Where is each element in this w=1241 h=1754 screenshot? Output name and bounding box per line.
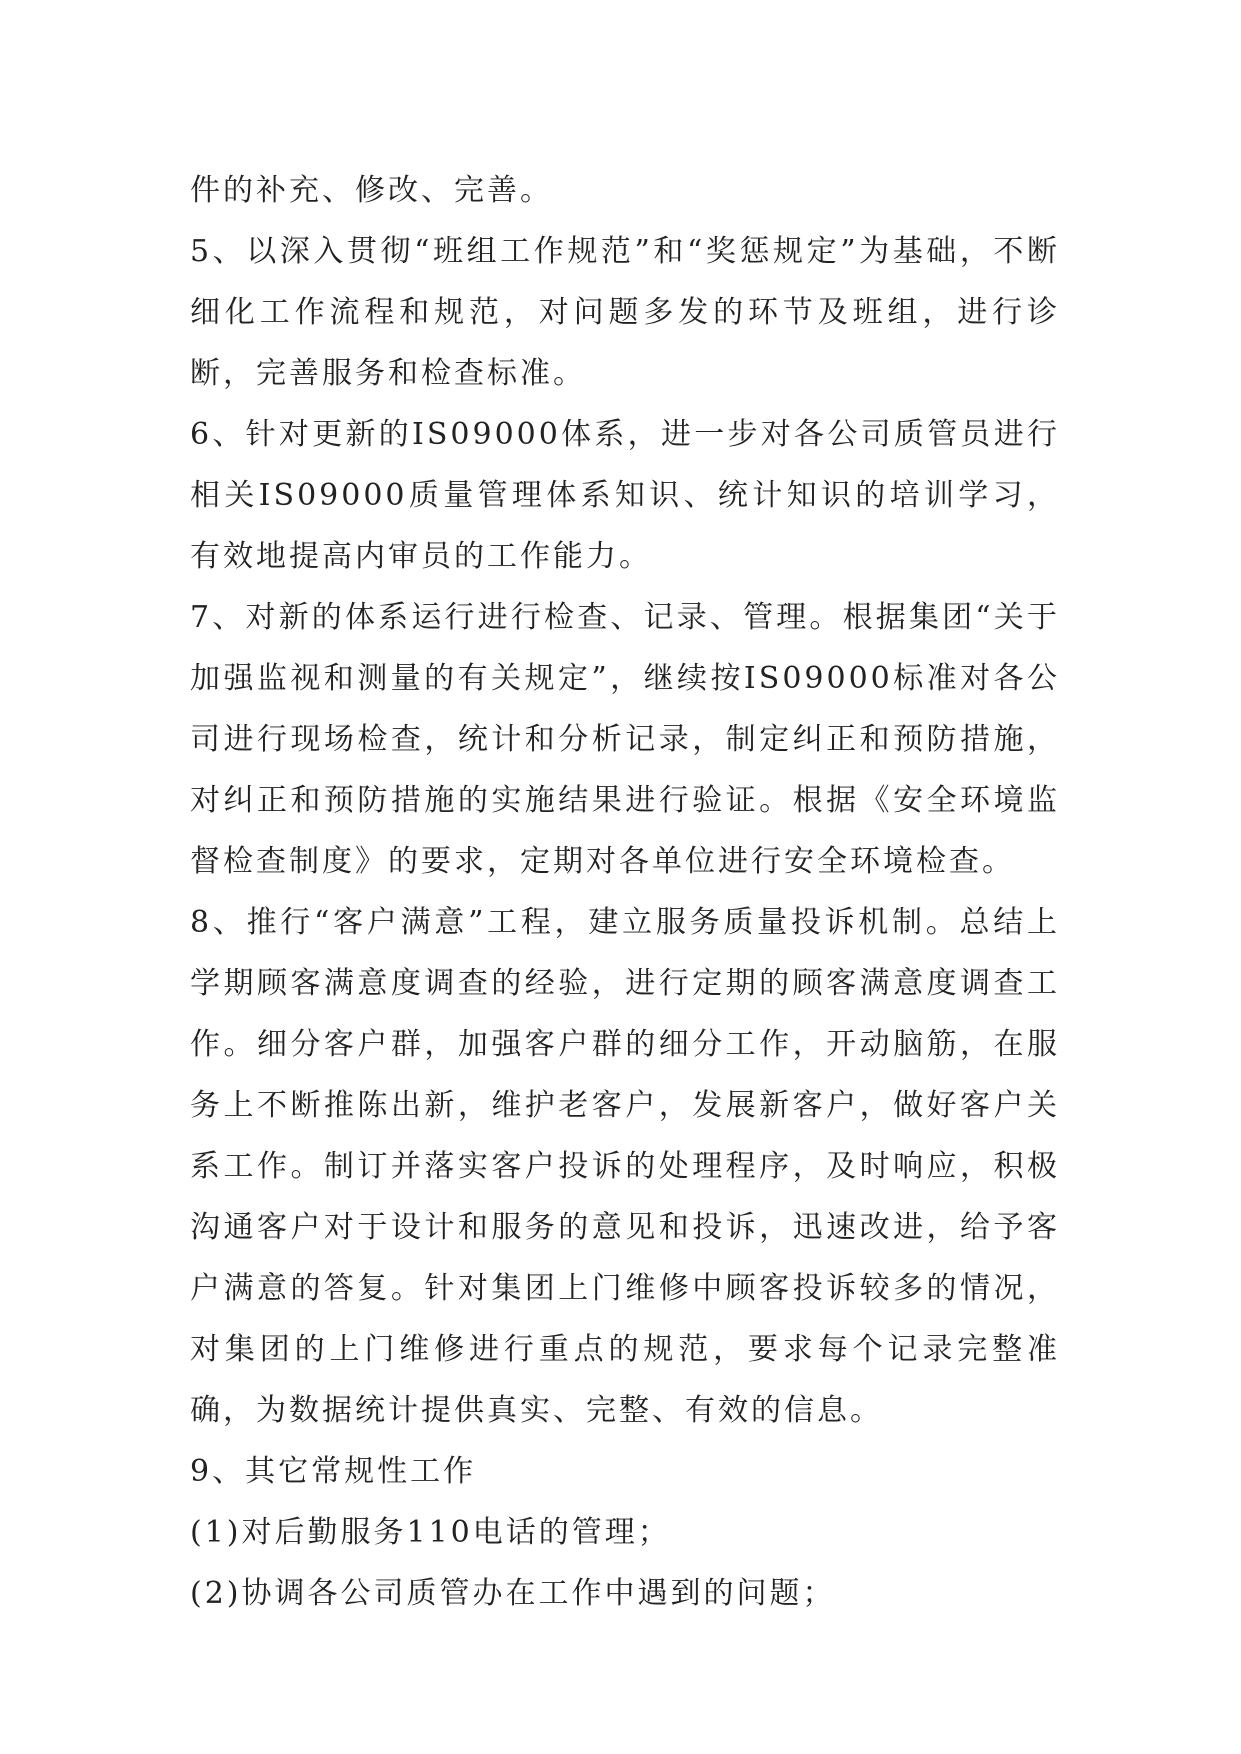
paragraph-continuation: 件的补充、修改、完善。: [190, 173, 553, 208]
document-body: [190, 160, 1060, 1624]
paragraph-item-6: 6、针对更新的IS09000体系，进一步对各公司质管员进行相关IS09000质量管理体系知识、统计知识的培训学习，有效地提高内审员的工作能力。: [190, 417, 1060, 574]
paragraph-subitem-1: (1)对后勤服务110电话的管理；: [190, 1515, 671, 1550]
paragraph-item-9: 9、其它常规性工作: [190, 1454, 477, 1489]
paragraph-item-8: 8、推行“客户满意”工程，建立服务质量投诉机制。总结上学期顾客满意度调查的经验，进行定期的顾客满意度调查工作。细分客户群，加强客户群的细分工作，开动脑筋，在服务上不断推陈出新，维护老客户，发展新客户，做好客户关系工作。制订并落实客户投诉的处理程序，及时响应，积极沟通客户对于设计和服务的意见和投诉，迅速改进，给予客户满意的答复。针对集团上门维修中顾客投诉较多的情况，对集团的上门维修进行重点的规范，要求每个记录完整准确，为数据统计提供真实、完整、有效的信息。: [190, 905, 1060, 1428]
paragraph-item-5: 5、以深入贯彻“班组工作规范”和“奖惩规定”为基础，不断细化工作流程和规范，对问题多发的环节及班组，进行诊断，完善服务和检查标准。: [190, 234, 1060, 391]
paragraph-subitem-2: (2)协调各公司质管办在工作中遇到的问题；: [190, 1576, 836, 1611]
paragraph-item-7: 7、对新的体系运行进行检查、记录、管理。根据集团“关于加强监视和测量的有关规定”，继续按IS09000标准对各公司进行现场检查，统计和分析记录，制定纠正和预防措施，对纠正和预防措施的实施结果进行验证。根据《安全环境监督检查制度》的要求，定期对各单位进行安全环境检查。: [190, 600, 1060, 879]
